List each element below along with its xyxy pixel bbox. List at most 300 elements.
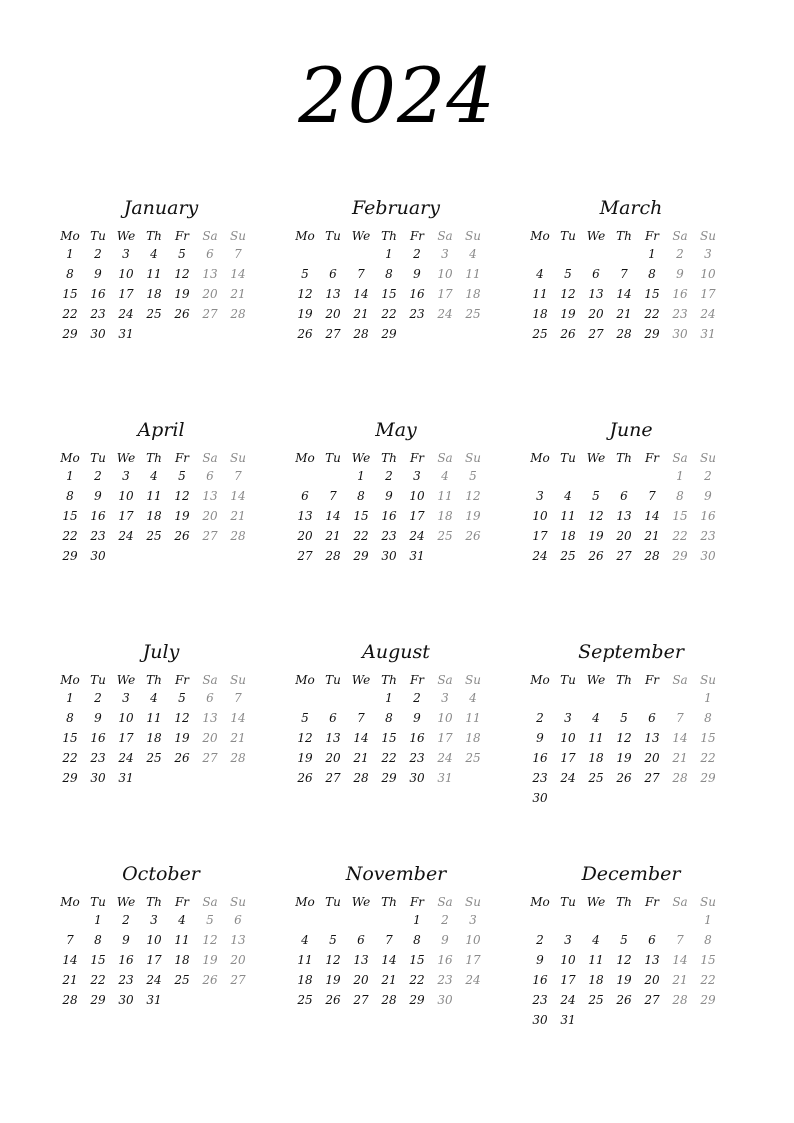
day-cell: 26: [560, 327, 576, 341]
weekday-label: Mo: [530, 229, 550, 243]
day-cell: 1: [66, 247, 74, 261]
day-cell: 14: [62, 953, 78, 967]
day-grid: [56, 688, 266, 788]
day-cell: 11: [174, 933, 190, 947]
weekday-label: Sa: [672, 673, 688, 687]
weekday-label: Mo: [530, 895, 550, 909]
day-cell: 26: [297, 771, 313, 785]
day-cell: 21: [325, 529, 341, 543]
day-cell: 7: [385, 933, 393, 947]
weekday-label: Sa: [437, 229, 453, 243]
day-cell: 2: [413, 691, 421, 705]
day-cell: 9: [94, 267, 102, 281]
empty-cell: [291, 466, 319, 486]
weekday-label: Tu: [325, 451, 341, 465]
day-cell: 9: [413, 711, 421, 725]
day-cell: 1: [704, 913, 712, 927]
weekday-label: Mo: [60, 451, 80, 465]
weekday-header: [291, 446, 501, 466]
day-cell: 5: [620, 933, 628, 947]
day-cell: 22: [700, 751, 716, 765]
empty-cell: [526, 466, 554, 486]
day-cell: 23: [700, 529, 716, 543]
weekday-header: [56, 446, 266, 466]
day-cell: 2: [413, 247, 421, 261]
weekday-label: We: [351, 229, 371, 243]
day-cell: 12: [560, 287, 576, 301]
day-cell: 22: [353, 529, 369, 543]
day-cell: 1: [413, 913, 421, 927]
day-cell: 6: [301, 489, 309, 503]
day-cell: 23: [437, 973, 453, 987]
day-cell: 7: [648, 489, 656, 503]
weekday-header: [526, 668, 736, 688]
day-cell: 4: [592, 711, 600, 725]
day-grid: [526, 244, 736, 344]
day-cell: 28: [353, 771, 369, 785]
day-cell: 4: [469, 247, 477, 261]
day-cell: 10: [560, 731, 576, 745]
day-cell: 18: [146, 287, 162, 301]
empty-cell: [347, 688, 375, 708]
day-cell: 12: [202, 933, 218, 947]
day-cell: 24: [532, 549, 548, 563]
day-cell: 18: [146, 731, 162, 745]
day-cell: 10: [146, 933, 162, 947]
day-grid: [526, 910, 736, 1030]
day-cell: 17: [532, 529, 548, 543]
day-cell: 25: [532, 327, 548, 341]
day-cell: 24: [146, 973, 162, 987]
weekday-label: Th: [381, 451, 397, 465]
weekday-header: [56, 890, 266, 910]
day-cell: 2: [441, 913, 449, 927]
day-cell: 30: [409, 771, 425, 785]
day-cell: 17: [700, 287, 716, 301]
day-cell: 7: [620, 267, 628, 281]
day-cell: 28: [672, 993, 688, 1007]
day-cell: 28: [230, 307, 246, 321]
day-cell: 22: [409, 973, 425, 987]
day-cell: 24: [409, 529, 425, 543]
day-grid: [291, 244, 501, 344]
day-cell: 13: [230, 933, 246, 947]
day-cell: 28: [381, 993, 397, 1007]
day-cell: 8: [66, 267, 74, 281]
weekday-label: Fr: [409, 229, 425, 243]
day-cell: 29: [409, 993, 425, 1007]
day-cell: 1: [357, 469, 365, 483]
day-cell: 9: [94, 489, 102, 503]
day-cell: 6: [648, 933, 656, 947]
day-cell: 21: [381, 973, 397, 987]
day-cell: 18: [465, 287, 481, 301]
day-cell: 4: [564, 489, 572, 503]
weekday-label: Su: [230, 895, 246, 909]
day-cell: 2: [94, 691, 102, 705]
day-cell: 4: [592, 933, 600, 947]
day-cell: 28: [672, 771, 688, 785]
day-cell: 11: [465, 711, 481, 725]
day-cell: 23: [409, 751, 425, 765]
weekday-label: Tu: [560, 451, 576, 465]
day-cell: 8: [704, 711, 712, 725]
day-cell: 25: [146, 529, 162, 543]
day-cell: 10: [437, 267, 453, 281]
weekday-label: Tu: [90, 229, 106, 243]
day-cell: 18: [297, 973, 313, 987]
empty-cell: [291, 688, 319, 708]
day-cell: 22: [644, 307, 660, 321]
day-cell: 16: [409, 731, 425, 745]
empty-cell: [666, 688, 694, 708]
day-cell: 25: [437, 529, 453, 543]
day-cell: 2: [94, 469, 102, 483]
day-cell: 16: [90, 287, 106, 301]
day-cell: 27: [297, 549, 313, 563]
weekday-label: Su: [230, 673, 246, 687]
weekday-label: Th: [381, 673, 397, 687]
weekday-label: We: [586, 451, 606, 465]
day-grid: [526, 688, 736, 808]
day-cell: 3: [122, 469, 130, 483]
day-cell: 30: [381, 549, 397, 563]
day-cell: 14: [616, 287, 632, 301]
day-cell: 21: [672, 973, 688, 987]
empty-cell: [319, 244, 347, 264]
day-cell: 7: [234, 247, 242, 261]
day-cell: 14: [672, 731, 688, 745]
weekday-label: Sa: [437, 673, 453, 687]
day-cell: 1: [648, 247, 656, 261]
day-cell: 11: [146, 711, 162, 725]
weekday-label: Sa: [437, 895, 453, 909]
weekday-label: Th: [616, 229, 632, 243]
day-cell: 9: [704, 489, 712, 503]
weekday-label: Mo: [295, 673, 315, 687]
day-cell: 6: [206, 469, 214, 483]
day-cell: 15: [381, 731, 397, 745]
day-cell: 17: [146, 953, 162, 967]
month-may: [291, 414, 501, 636]
weekday-label: Th: [616, 895, 632, 909]
empty-cell: [638, 910, 666, 930]
weekday-label: Th: [146, 451, 162, 465]
day-grid: [526, 466, 736, 566]
day-cell: 5: [469, 469, 477, 483]
weekday-header: [526, 446, 736, 466]
day-cell: 8: [413, 933, 421, 947]
empty-cell: [526, 688, 554, 708]
day-cell: 14: [230, 711, 246, 725]
day-cell: 17: [118, 509, 134, 523]
day-cell: 3: [122, 691, 130, 705]
day-cell: 6: [206, 247, 214, 261]
month-february: [291, 192, 501, 414]
day-cell: 12: [297, 287, 313, 301]
day-cell: 10: [118, 711, 134, 725]
day-cell: 5: [178, 247, 186, 261]
day-cell: 20: [588, 307, 604, 321]
month-name: April: [137, 419, 185, 441]
day-cell: 4: [441, 469, 449, 483]
weekday-label: Tu: [325, 673, 341, 687]
weekday-label: We: [351, 673, 371, 687]
day-cell: 2: [536, 933, 544, 947]
day-cell: 31: [118, 327, 134, 341]
day-cell: 6: [329, 267, 337, 281]
empty-cell: [666, 910, 694, 930]
empty-cell: [554, 688, 582, 708]
day-cell: 12: [588, 509, 604, 523]
day-cell: 6: [620, 489, 628, 503]
weekday-label: Mo: [295, 229, 315, 243]
day-cell: 16: [672, 287, 688, 301]
day-cell: 5: [301, 267, 309, 281]
day-grid: [291, 688, 501, 788]
day-cell: 19: [616, 751, 632, 765]
day-cell: 9: [536, 731, 544, 745]
weekday-label: Fr: [174, 895, 190, 909]
weekday-label: Tu: [325, 895, 341, 909]
weekday-label: We: [586, 673, 606, 687]
day-cell: 29: [700, 771, 716, 785]
weekday-label: Th: [381, 895, 397, 909]
day-cell: 5: [564, 267, 572, 281]
weekday-label: Sa: [202, 451, 218, 465]
day-cell: 11: [465, 267, 481, 281]
day-cell: 27: [325, 327, 341, 341]
day-cell: 13: [588, 287, 604, 301]
day-cell: 10: [532, 509, 548, 523]
day-cell: 6: [357, 933, 365, 947]
day-cell: 24: [437, 751, 453, 765]
empty-cell: [610, 466, 638, 486]
day-cell: 13: [353, 953, 369, 967]
month-january: [56, 192, 266, 414]
day-cell: 25: [465, 751, 481, 765]
day-cell: 2: [536, 711, 544, 725]
weekday-label: Mo: [295, 895, 315, 909]
day-cell: 26: [465, 529, 481, 543]
day-cell: 7: [676, 711, 684, 725]
weekday-label: Fr: [644, 451, 660, 465]
day-cell: 18: [588, 973, 604, 987]
year-title: 2024: [298, 51, 496, 140]
day-cell: 18: [437, 509, 453, 523]
day-cell: 1: [385, 691, 393, 705]
day-cell: 20: [230, 953, 246, 967]
day-cell: 23: [90, 307, 106, 321]
day-cell: 11: [532, 287, 548, 301]
day-cell: 3: [150, 913, 158, 927]
day-cell: 8: [704, 933, 712, 947]
empty-cell: [554, 466, 582, 486]
day-cell: 21: [230, 287, 246, 301]
empty-cell: [319, 466, 347, 486]
day-cell: 25: [588, 993, 604, 1007]
weekday-label: Su: [700, 895, 716, 909]
day-cell: 12: [325, 953, 341, 967]
day-cell: 8: [648, 267, 656, 281]
day-cell: 1: [66, 469, 74, 483]
month-name: August: [362, 641, 430, 663]
weekday-label: Fr: [409, 451, 425, 465]
day-cell: 30: [672, 327, 688, 341]
weekday-label: We: [116, 229, 136, 243]
day-cell: 16: [381, 509, 397, 523]
day-cell: 13: [644, 731, 660, 745]
day-cell: 17: [409, 509, 425, 523]
day-cell: 15: [62, 287, 78, 301]
weekday-label: We: [586, 895, 606, 909]
weekday-label: Th: [146, 673, 162, 687]
weekday-label: Th: [616, 673, 632, 687]
month-december: [526, 858, 736, 1080]
day-cell: 29: [90, 993, 106, 1007]
day-cell: 20: [353, 973, 369, 987]
day-cell: 3: [441, 247, 449, 261]
day-cell: 6: [592, 267, 600, 281]
day-cell: 4: [469, 691, 477, 705]
weekday-label: Mo: [60, 673, 80, 687]
weekday-label: Sa: [202, 229, 218, 243]
day-cell: 5: [206, 913, 214, 927]
day-cell: 13: [325, 287, 341, 301]
empty-cell: [610, 688, 638, 708]
day-cell: 27: [644, 771, 660, 785]
day-cell: 14: [381, 953, 397, 967]
day-cell: 31: [409, 549, 425, 563]
day-grid: [56, 466, 266, 566]
weekday-label: We: [116, 451, 136, 465]
day-cell: 31: [146, 993, 162, 1007]
day-cell: 23: [90, 751, 106, 765]
weekday-label: We: [351, 895, 371, 909]
day-cell: 9: [94, 711, 102, 725]
day-cell: 1: [704, 691, 712, 705]
day-cell: 22: [381, 307, 397, 321]
day-cell: 5: [592, 489, 600, 503]
weekday-label: Fr: [644, 229, 660, 243]
day-cell: 5: [301, 711, 309, 725]
day-cell: 29: [672, 549, 688, 563]
day-cell: 12: [174, 489, 190, 503]
day-cell: 21: [616, 307, 632, 321]
day-cell: 7: [329, 489, 337, 503]
day-cell: 19: [297, 307, 313, 321]
day-cell: 11: [146, 267, 162, 281]
weekday-label: Th: [381, 229, 397, 243]
day-cell: 18: [174, 953, 190, 967]
empty-cell: [582, 910, 610, 930]
day-cell: 28: [230, 751, 246, 765]
month-november: [291, 858, 501, 1080]
day-cell: 19: [202, 953, 218, 967]
day-cell: 24: [465, 973, 481, 987]
weekday-label: Fr: [174, 673, 190, 687]
weekday-header: [56, 668, 266, 688]
weekday-header: [56, 224, 266, 244]
day-cell: 19: [560, 307, 576, 321]
day-cell: 8: [385, 267, 393, 281]
day-cell: 29: [644, 327, 660, 341]
day-cell: 7: [676, 933, 684, 947]
day-cell: 20: [297, 529, 313, 543]
weekday-label: Sa: [202, 673, 218, 687]
day-cell: 20: [644, 973, 660, 987]
day-cell: 28: [616, 327, 632, 341]
weekday-label: Sa: [202, 895, 218, 909]
month-march: [526, 192, 736, 414]
day-cell: 23: [672, 307, 688, 321]
day-cell: 4: [150, 247, 158, 261]
day-cell: 27: [588, 327, 604, 341]
day-cell: 27: [230, 973, 246, 987]
day-cell: 15: [700, 953, 716, 967]
day-cell: 20: [202, 287, 218, 301]
weekday-label: Su: [700, 229, 716, 243]
day-cell: 20: [325, 307, 341, 321]
day-cell: 9: [122, 933, 130, 947]
month-june: [526, 414, 736, 636]
day-cell: 15: [62, 731, 78, 745]
day-cell: 7: [66, 933, 74, 947]
day-cell: 25: [560, 549, 576, 563]
day-cell: 7: [234, 691, 242, 705]
day-cell: 14: [230, 489, 246, 503]
day-cell: 1: [94, 913, 102, 927]
weekday-label: Mo: [60, 229, 80, 243]
day-cell: 12: [616, 953, 632, 967]
weekday-label: Fr: [409, 673, 425, 687]
empty-cell: [375, 910, 403, 930]
day-cell: 30: [700, 549, 716, 563]
day-cell: 10: [700, 267, 716, 281]
day-cell: 9: [385, 489, 393, 503]
day-cell: 30: [437, 993, 453, 1007]
day-cell: 28: [353, 327, 369, 341]
day-cell: 19: [174, 509, 190, 523]
day-cell: 17: [560, 751, 576, 765]
day-cell: 16: [90, 509, 106, 523]
day-cell: 23: [90, 529, 106, 543]
day-cell: 14: [353, 731, 369, 745]
day-cell: 11: [437, 489, 453, 503]
weekday-label: Su: [700, 673, 716, 687]
day-cell: 4: [301, 933, 309, 947]
weekday-label: Th: [146, 895, 162, 909]
day-cell: 14: [325, 509, 341, 523]
day-cell: 25: [146, 307, 162, 321]
day-cell: 14: [353, 287, 369, 301]
weekday-label: Tu: [90, 451, 106, 465]
day-cell: 31: [560, 1013, 576, 1027]
day-cell: 24: [560, 771, 576, 785]
day-cell: 2: [704, 469, 712, 483]
day-cell: 19: [325, 973, 341, 987]
empty-cell: [582, 688, 610, 708]
day-cell: 14: [230, 267, 246, 281]
day-cell: 17: [437, 731, 453, 745]
day-cell: 30: [532, 1013, 548, 1027]
day-cell: 19: [588, 529, 604, 543]
day-cell: 9: [441, 933, 449, 947]
day-cell: 8: [385, 711, 393, 725]
day-cell: 21: [62, 973, 78, 987]
day-cell: 29: [62, 771, 78, 785]
day-cell: 17: [560, 973, 576, 987]
